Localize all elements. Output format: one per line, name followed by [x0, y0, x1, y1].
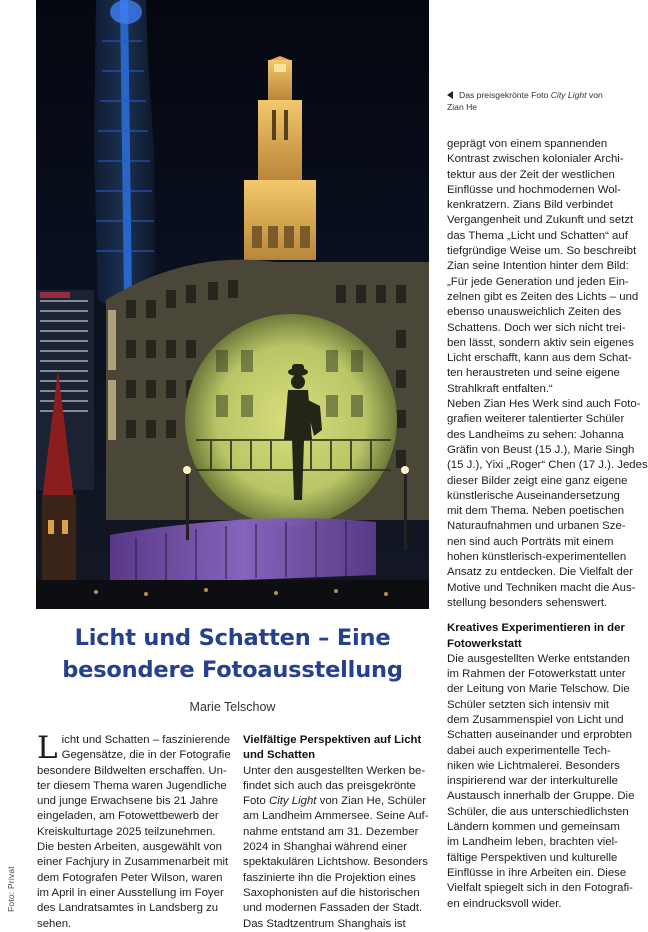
body-line: Einflüsse in ihre Arbeiten ein. Diese: [447, 866, 627, 879]
body-line: Strahlkraft entfalten.“: [447, 382, 553, 395]
body-line: dabei auch experimentelle Tech-: [447, 744, 611, 757]
body-line: findet sich auch das preisgekrönte: [243, 779, 416, 792]
body-line: Vergangenheit und Zukunft und setzt: [447, 214, 634, 227]
body-line: faszinierte ihn die Projektion eines: [243, 871, 416, 884]
body-text: von Zian He, Schüler: [316, 795, 426, 808]
body-line: stellung besonders sehenswert.: [447, 596, 608, 609]
body-line: Schüler setzten sich intensiv mit: [447, 698, 610, 711]
body-line: ben lässt, sondern aktiv sein eigenes: [447, 336, 634, 349]
body-line: inspirierend war der interkulturelle: [447, 775, 618, 788]
intro-line: Die besten Arbeiten, ausgewählt von: [37, 841, 222, 854]
body-line: Austausch innerhalb der Gruppe. Die: [447, 790, 635, 803]
body-line: en eindrucksvoll wider.: [447, 897, 562, 910]
body-line: ten heraustreten und seine eigene: [447, 367, 620, 380]
column-middle: [243, 733, 429, 932]
body-line: im Rahmen der Fotowerkstatt unter: [447, 668, 626, 681]
body-line: Motive und Techniken macht die Aus-: [447, 581, 636, 594]
intro-line: und junge Erwachsene bis 21 Jahre: [37, 795, 219, 808]
body-line: 2024 in Shanghai während einer: [243, 841, 408, 854]
caption-photographer: Zian He: [447, 101, 478, 112]
intro-line: dem Fotografen Peter Wilson, waren: [37, 871, 223, 884]
section-heading-perspektiven-2: und Schatten: [243, 749, 316, 762]
body-line: geprägt von einem spannenden: [447, 138, 608, 150]
intro-line: Kreiskulturtage 2025 teilzunehmen.: [37, 825, 216, 838]
body-line: Ansatz zu entdecken. Die Vielfalt der: [447, 566, 633, 579]
body-text: Foto: [243, 795, 269, 808]
body-line: Ländern kommen und gemeinsam: [447, 821, 620, 834]
body-line: der Leitung von Marie Telschow. Die: [447, 683, 630, 696]
body-line: spektakulären Lichtshow. Besonders: [243, 856, 428, 869]
body-line: Schattens. Doch wer sich nicht trei-: [447, 321, 626, 334]
article-author: Marie Telschow: [189, 700, 276, 714]
body-line: Gräfin von Beust (15 J.), Marie Singh: [447, 443, 635, 456]
body-line: Kontrast zwischen kolonialer Archi-: [447, 153, 624, 166]
body-line: hohen künstlerisch-experimentellen: [447, 551, 627, 564]
column-left: [37, 730, 231, 932]
intro-line: ter diesem Thema waren Jugendliche: [37, 779, 227, 792]
body-line: [243, 794, 429, 809]
body-line: ebenso unausweichlich Zeiten des: [447, 306, 622, 319]
section-heading-fotowerkstatt-2: Fotowerkstatt: [447, 637, 522, 650]
body-line: tiefgründige Weise um. So beschreibt: [447, 245, 637, 258]
section-heading-fotowerkstatt: Kreatives Experimentieren in der: [447, 622, 625, 635]
intro-line: icht und Schatten – faszinierende: [61, 734, 231, 746]
body-line: zelnen gibt es Zeiten des Lichts – und: [447, 290, 639, 303]
body-line: dem Zusammenspiel von Licht und: [447, 713, 624, 726]
article-title: [36, 622, 429, 686]
section-heading-perspektiven: Vielfältige Perspektiven auf Licht: [243, 734, 422, 746]
body-line: am Landheim Ammersee. Seine Auf-: [243, 810, 429, 823]
body-line: künstlerische Auseinandersetzung: [447, 489, 620, 502]
body-line: Einflüsse und hochmodernen Wol-: [447, 183, 621, 196]
body-line: „Für jede Generation und jeden Ein-: [447, 275, 629, 288]
photo-title-inline: City Light: [268, 795, 317, 808]
body-line: mit dem Thema. Neben poetischen: [447, 505, 625, 518]
body-line: nahme entstand am 31. Dezember: [243, 825, 419, 838]
body-line: das Thema „Licht und Schatten“ auf: [447, 229, 628, 242]
caption-pointer-icon: [447, 91, 453, 99]
body-line: niken wie Lichtmalerei. Besonders: [447, 759, 620, 772]
body-line: tektur aus der Zeit der westlichen: [447, 168, 615, 181]
body-line: Naturaufnahmen und urbanen Sze-: [447, 520, 626, 533]
body-line: nen sind auch Porträts mit einem: [447, 535, 614, 548]
intro-line: eingeladen, am Fotowettbewerb der: [37, 810, 219, 823]
body-line: Das Stadtzentrum Shanghais ist: [243, 917, 406, 930]
article-title-line2: besondere Fotoausstellung: [62, 657, 403, 683]
intro-line: des Landratsamtes in Landsberg zu: [37, 902, 219, 915]
body-line: kenkratzern. Zians Bild verbindet: [447, 199, 613, 212]
body-line: Schüler, die aus unterschiedlichsten: [447, 805, 629, 818]
body-line: grafien weiterer talentierter Schüler: [447, 413, 625, 426]
article-photo: [36, 0, 429, 609]
body-line: des Landheims zu sehen: Johanna: [447, 428, 624, 441]
body-line: (15 J.), Yixi „Roger“ Chen (17 J.). Jedes: [447, 459, 648, 472]
caption-photo-title: City Light: [550, 90, 587, 100]
body-line: Unter den ausgestellten Werken be-: [243, 764, 426, 777]
body-line: Schatten auseinander und erprobten: [447, 729, 632, 742]
photo-credit: Foto: Privat: [6, 866, 16, 912]
body-line: und modernen Fassaden der Stadt.: [243, 902, 423, 915]
body-line: Neben Zian Hes Werk sind auch Foto-: [447, 398, 641, 411]
intro-line: im April in einer Ausstellung im Foyer: [37, 886, 224, 899]
caption-text-prefix: Das preisgekrönte Foto: [459, 90, 551, 100]
body-line: dieser Bilder zeigt eine ganz eigene: [447, 474, 628, 487]
intro-dropcap: L: [37, 730, 58, 766]
intro-line: einer Fachjury in Zusammenarbeit mit: [37, 856, 229, 869]
body-line: Saxophonisten auf die historischen: [243, 886, 420, 899]
body-line: Die ausgestellten Werke entstanden: [447, 652, 630, 665]
column-right: [447, 137, 648, 912]
intro-line: besondere Bildwelten erschaffen. Un-: [37, 764, 227, 777]
photo-caption: [447, 90, 622, 113]
body-line: Licht erschafft, kann aus dem Schat-: [447, 352, 632, 365]
body-line: fältige Perspektiven und kulturelle: [447, 851, 618, 864]
caption-text-suffix: von: [586, 90, 603, 100]
intro-line: sehen.: [37, 917, 72, 930]
intro-line: Gegensätze, die in der Fotografie: [61, 749, 231, 762]
body-line: Vielfalt spiegelt sich in den Fotografi-: [447, 882, 633, 895]
body-line: Zian seine Intention hinter dem Bild:: [447, 260, 629, 273]
body-line: im Landheim leben, brachten viel-: [447, 836, 618, 849]
article-title-line1: Licht und Schatten – Eine: [74, 625, 391, 651]
